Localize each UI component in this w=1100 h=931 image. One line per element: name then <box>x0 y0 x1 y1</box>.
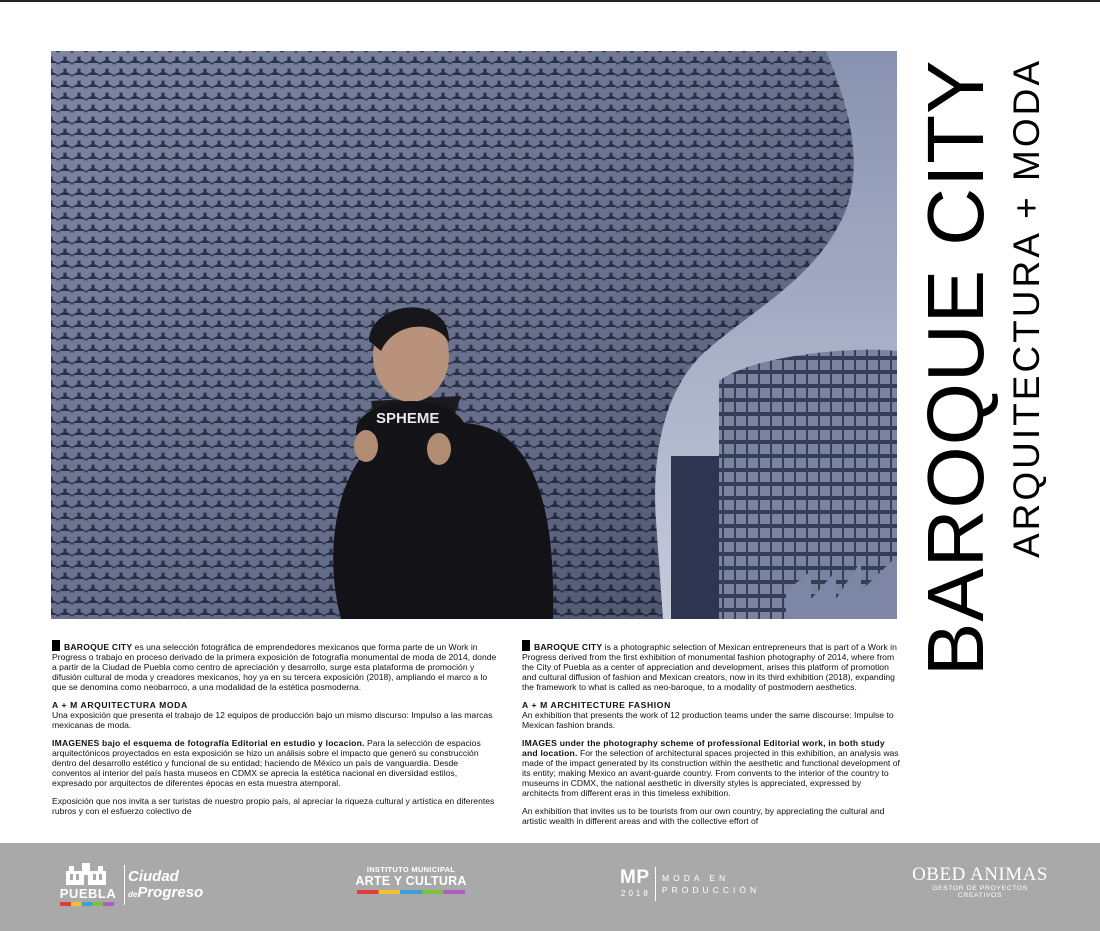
vertical-title <box>911 40 1085 680</box>
imac-logo <box>352 865 470 905</box>
puebla-logo <box>58 861 208 911</box>
obed-tag-2: CREATIVOS <box>957 892 1003 899</box>
spanish-p2-text: Una exposición que presenta el trabajo de 12 equipos de producción bajo un mismo discurso: Impulso a las marcas mexicanas de moda. <box>52 710 493 730</box>
english-p1-bold: BAROQUE CITY <box>534 642 603 652</box>
puebla-wordmark: PUEBLA <box>59 886 117 901</box>
spanish-p2-head: A + M ARQUITECTURA MODA <box>52 700 188 710</box>
spanish-paragraph-3 <box>52 738 497 788</box>
english-paragraph-3 <box>522 738 900 798</box>
photo-illustration <box>51 51 897 619</box>
puebla-separator <box>124 865 125 905</box>
shirt-text: SPHEME <box>376 410 440 427</box>
spanish-p3-text: Para la selección de espacios arquitectónicos proyectados en esta exposición se hizo un análisis sobre el impacto que generó su construcción dentro del desarrollo estético y funcional de su entidad; haciendo de México un país de vanguardia. Desde conventos al interior del país hasta museos en CDMX se aprecia la estética nacional en diversidad estilos, expresado por arquitectos de diferentes épocas en esta muestra atemporal. <box>52 738 481 788</box>
puebla-progreso: Progreso <box>137 884 204 901</box>
english-paragraph-4 <box>522 806 900 826</box>
poster-subtitle: ARQUITECTURA + MODA <box>1006 57 1047 558</box>
mp-initials: MP <box>620 867 650 888</box>
mp-line-1: MODA EN <box>662 873 730 883</box>
imac-main-line: ARTE Y CULTURA <box>355 874 467 888</box>
puebla-de: de <box>128 890 138 899</box>
english-p3-text: For the selection of architectural spaces projected in this exhibition, an analysis was made of the impact generated by its construction within the aesthetic and functional development of its entity; making Mexico an avant-guarde country. From convents to the interior of the country to museums in CDMX, the national aesthetic in diversity styles is appreciated, expressed by architects from different eras in this timeless exhibition. <box>522 748 900 798</box>
spanish-paragraph-1 <box>52 640 497 692</box>
mp-logo <box>620 865 760 905</box>
obed-tag-1: GESTOR DE PROYECTOS <box>932 885 1028 892</box>
english-paragraph-2 <box>522 700 900 730</box>
english-text-column <box>522 640 900 834</box>
english-p2-text: An exhibition that presents the work of 12 production teams under the same discourse: Impulse to Mexican fashion brands. <box>522 710 894 730</box>
puebla-ciudad: Ciudad <box>128 868 179 885</box>
puebla-color-stripe <box>60 902 114 906</box>
poster-title: BAROQUE CITY <box>911 59 1000 676</box>
mp-line-2: PRODUCCIÓN <box>662 885 761 895</box>
puebla-progreso-line <box>128 884 203 901</box>
spanish-p3-bold: IMAGENES bajo el esquema de fotografía Editorial en estudio y locacion. <box>52 738 365 748</box>
city-hall-icon <box>64 861 108 885</box>
obed-name: OBED ANIMAS <box>912 864 1048 885</box>
spanish-paragraph-4 <box>52 796 497 816</box>
imac-color-stripe <box>357 890 465 894</box>
imac-top-line: INSTITUTO MUNICIPAL <box>366 865 456 874</box>
spanish-p1-bold: BAROQUE CITY <box>64 642 133 652</box>
spanish-p4-text: Exposición que nos invita a ser turistas de nuestro propio país, al apreciar la riqueza cultural y artística en diferentes rubros y con el esfuerzo colectivo de <box>52 796 495 816</box>
mp-year: 2018 <box>621 889 651 898</box>
paragraph-marker <box>522 640 530 651</box>
english-p2-head: A + M ARCHITECTURE FASHION <box>522 700 671 710</box>
spanish-p1-text: es una selección fotográfica de emprendedores mexicanos que forma parte de un Work in Progress o trabajo en proceso derivado de la primera exposición de fotografía monumental de moda de 2014, donde a partir de la Ciudad de Puebla como centro de apreciación y desarrollo, surge esta plataforma de promoción y difusión cultural de moda y creadores mexicanos, hoy ya en su tercera exposición (2018), ampliando el marco a lo que se denomina como neobarroco, a una modalidad de la estética posmoderna. <box>52 642 497 692</box>
english-p3-bold: IMAGES under the photography scheme of professional Editorial work, in both study and location. <box>522 738 885 758</box>
mp-separator <box>655 867 656 901</box>
spanish-text-column <box>52 640 497 824</box>
english-p4-text: An exhibition that invites us to be tourists from our own country, by appreciating the cultural and artistic wealth in different areas and with the collective effort of <box>522 806 885 826</box>
paragraph-marker <box>52 640 60 651</box>
obed-animas-logo <box>912 865 1048 899</box>
spanish-paragraph-2 <box>52 700 497 730</box>
sponsor-footer <box>0 843 1100 931</box>
main-photo <box>51 51 897 619</box>
english-paragraph-1 <box>522 640 900 692</box>
english-p1-text: is a photographic selection of Mexican entrepreneurs that is part of a Work in Progress derived from the first exhibition of monumental fashion photography of 2014, where from the City of Puebla as a center of appreciation and development, arises this platform of promotion and cultural diffusion of fashion and Mexican creators, now in its third exhibition (2018), expanding the framework to what is called as neo-baroque, to a modality of postmodern aesthetics. <box>522 642 897 692</box>
top-rule <box>0 0 1100 2</box>
